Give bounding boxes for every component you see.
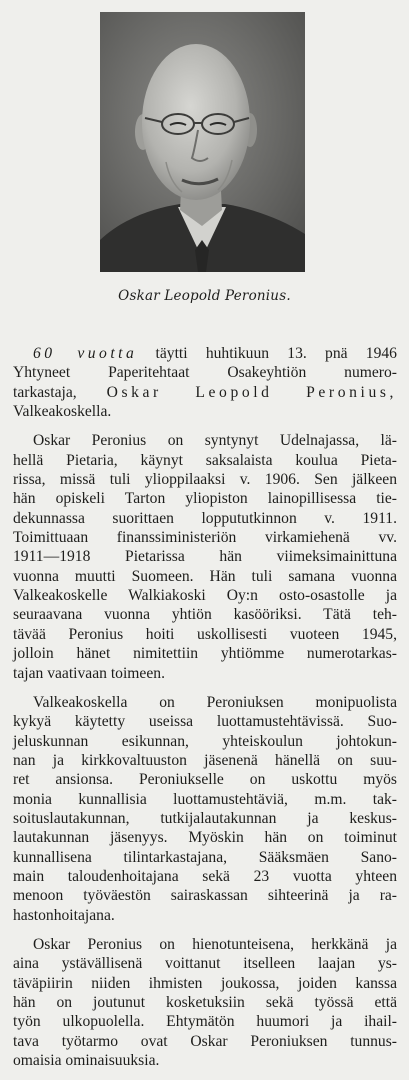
paragraph-line: Oskar Peronius on hienotunteisena, herkkänä ja	[33, 935, 397, 953]
paragraph-line: Oskar Peronius on syntynyt Udelnajassa, lä-	[33, 432, 397, 450]
person-name: Oskar Leopold Peronius,	[106, 383, 398, 401]
paragraph-line: tajan vaativaan toimeen.	[13, 664, 165, 682]
paragraph-line: omaisia ominaisuuksia.	[13, 1052, 160, 1070]
paragraph-line: nan ja kirkkovaltuuston jäsenenä hänellä on suu-	[13, 751, 397, 769]
intro-line-1	[13, 344, 397, 363]
paragraph-line: main taloudenhoitajana sekä 23 vuotta yhteen	[13, 867, 397, 885]
intro-line-4: Valkeakoskella.	[13, 403, 112, 421]
portrait-photo	[100, 12, 305, 272]
intro-line-3-lead: tarkastaja,	[13, 383, 77, 401]
paragraph-line: vuonna muutti Suomeen. Hän tuli samana vuonna	[13, 567, 397, 585]
paragraph-line: jolloin hänet nimitettiin yhtiömme numerotarkas-	[13, 645, 397, 663]
article-body	[13, 344, 397, 1080]
paragraph-line: lautakunnan jäsenyys. Myöskin hän on toiminut	[13, 829, 397, 847]
paragraph-line: ret ansionsa. Peroniukselle on uskottu myös	[13, 771, 397, 789]
portrait-icon	[100, 12, 305, 272]
paragraph-line: tävää Peronius hoiti uskollisesti vuoteen 1945,	[13, 625, 397, 643]
paragraph-line: rissa, missä tuli ylioppilaaksi v. 1906. Sen jälkeen	[13, 471, 397, 489]
paragraph-line: Valkeakoskella on Peroniuksen monipuolista	[33, 693, 397, 711]
paragraph-line: Valkeakoskelle Walkiakoski Oy:n osto-osastolle ja	[13, 587, 397, 605]
paragraph-line: monia kunnallisia luottamustehtäviä, m.m. tak-	[13, 790, 397, 808]
paragraph-line: Toimittuaan finanssiministeriön virkamiehenä vv.	[13, 529, 397, 547]
paragraph-line: seuraavana vuonna yhtiön kasööriksi. Tätä teh-	[13, 606, 397, 624]
paragraph-biography	[13, 431, 397, 682]
paragraph-positions	[13, 693, 397, 925]
paragraph-line: hastonhoitajana.	[13, 906, 115, 924]
paragraph-line: aina ystävällisenä voittanut itselleen laajan ys-	[13, 955, 397, 973]
paragraph-line: työn ulkopuolella. Ehtymätön huumori ja ihail-	[13, 1013, 397, 1031]
intro-line-1-rest: täytti huhtikuun 13. pnä 1946	[155, 345, 397, 362]
paragraph-line: dekunnassa suorittaen loppututkinnon v. 1911.	[13, 509, 397, 527]
paragraph-line: soituslautakunnan, tutkijalautakunnan ja keskus-	[13, 809, 397, 827]
paragraph-character	[13, 935, 397, 1070]
intro-paragraph	[13, 344, 397, 421]
intro-line-3	[13, 383, 397, 402]
paragraph-line: hän opiskeli Tarton yliopiston lainopillisessa tie-	[13, 490, 397, 508]
paragraph-line: menoon työväestön sairaskassan sihteerinä ja ra-	[13, 887, 397, 905]
paragraph-line: kunnallisena tilintarkastajana, Sääksmäen Sano-	[13, 848, 397, 866]
anniversary-lead: 60 vuotta	[33, 345, 138, 362]
paragraph-line: hän on joutunut kosketuksiin sekä työssä että	[13, 994, 397, 1011]
photo-caption: Oskar Leopold Peronius.	[118, 288, 291, 304]
paragraph-line: tava työtarmo ovat Oskar Peroniuksen tunnus-	[13, 1032, 397, 1050]
intro-line-2: Yhtyneet Paperitehtaat Osakeyhtiön numero-	[13, 364, 397, 382]
paragraph-line: hellä Pietaria, käynyt saksalaista koulua Pieta-	[13, 451, 397, 469]
paragraph-line: täväpiirin niiden ihmisten joukossa, joiden kanssa	[13, 974, 397, 992]
paragraph-line: jeluskunnan esikunnan, yhteiskoulun johtokun-	[13, 732, 397, 750]
paragraph-line: kykyä käytetty useissa luottamustehtävissä. Suo-	[13, 713, 397, 731]
paragraph-line: 1911—1918 Pietarissa hän viimeksimainittuna	[13, 548, 397, 566]
